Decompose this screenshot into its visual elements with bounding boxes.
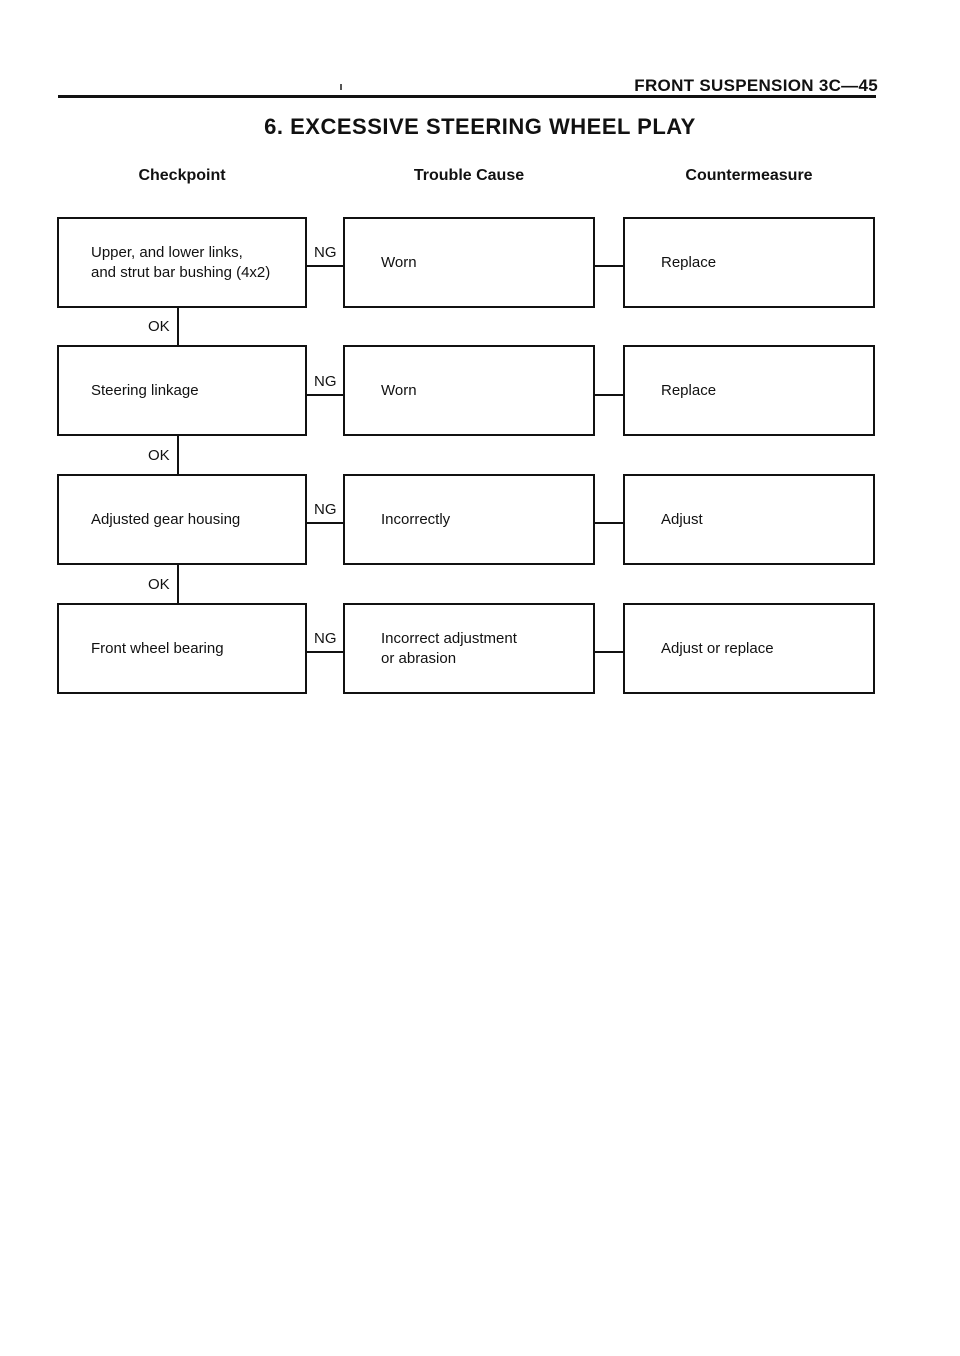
column-header-trouble-cause: Trouble Cause: [413, 167, 525, 184]
page-title: 6. EXCESSIVE STEERING WHEEL PLAY: [264, 114, 696, 139]
checkpoint-box-gear-housing: [57, 474, 307, 565]
ng-label: NG: [314, 244, 337, 261]
checkpoint-label: Upper, and lower links, and strut bar bushing (4x2): [91, 244, 271, 281]
checkpoint-box-linkage: [57, 345, 307, 436]
measure-label: Replace: [661, 381, 717, 399]
column-header-countermeasure: Countermeasure: [685, 167, 813, 184]
ng-label: NG: [314, 373, 337, 390]
measure-label: Adjust: [661, 510, 703, 528]
checkpoint-box-links: [57, 217, 307, 308]
ng-connector: [307, 522, 343, 524]
header-rule: [58, 95, 876, 98]
measure-connector: [595, 651, 623, 653]
measure-connector: [595, 265, 623, 267]
checkpoint-label: Front wheel bearing: [91, 639, 224, 657]
cause-box-wheel-bearing: [343, 603, 595, 694]
ng-label: NG: [314, 630, 337, 647]
cause-label: Worn: [381, 381, 417, 399]
cause-box-links: [343, 217, 595, 308]
ok-label: OK: [148, 318, 170, 335]
measure-label: Adjust or replace: [661, 639, 774, 657]
checkpoint-box-wheel-bearing: [57, 603, 307, 694]
cause-box-gear-housing: [343, 474, 595, 565]
checkpoint-label: Adjusted gear housing: [91, 510, 241, 528]
measure-box-gear-housing: [623, 474, 875, 565]
ng-label: NG: [314, 501, 337, 518]
header-tick-mark: [340, 84, 342, 90]
ok-connector: [177, 565, 179, 603]
ok-label: OK: [148, 447, 170, 464]
measure-box-linkage: [623, 345, 875, 436]
checkpoint-label: Steering linkage: [91, 381, 199, 399]
cause-box-linkage: [343, 345, 595, 436]
cause-label: Worn: [381, 253, 417, 271]
cause-label: Incorrect adjustment or abrasion: [381, 630, 517, 667]
measure-box-links: [623, 217, 875, 308]
cause-label: Incorrectly: [381, 510, 451, 528]
measure-connector: [595, 522, 623, 524]
column-header-checkpoint: Checkpoint: [138, 167, 226, 184]
ok-connector: [177, 308, 179, 345]
ok-label: OK: [148, 576, 170, 593]
ng-connector: [307, 265, 343, 267]
ok-connector: [177, 436, 179, 474]
section-header: FRONT SUSPENSION 3C—45: [634, 76, 878, 95]
ng-connector: [307, 394, 343, 396]
ng-connector: [307, 651, 343, 653]
measure-connector: [595, 394, 623, 396]
measure-label: Replace: [661, 253, 717, 271]
measure-box-wheel-bearing: [623, 603, 875, 694]
